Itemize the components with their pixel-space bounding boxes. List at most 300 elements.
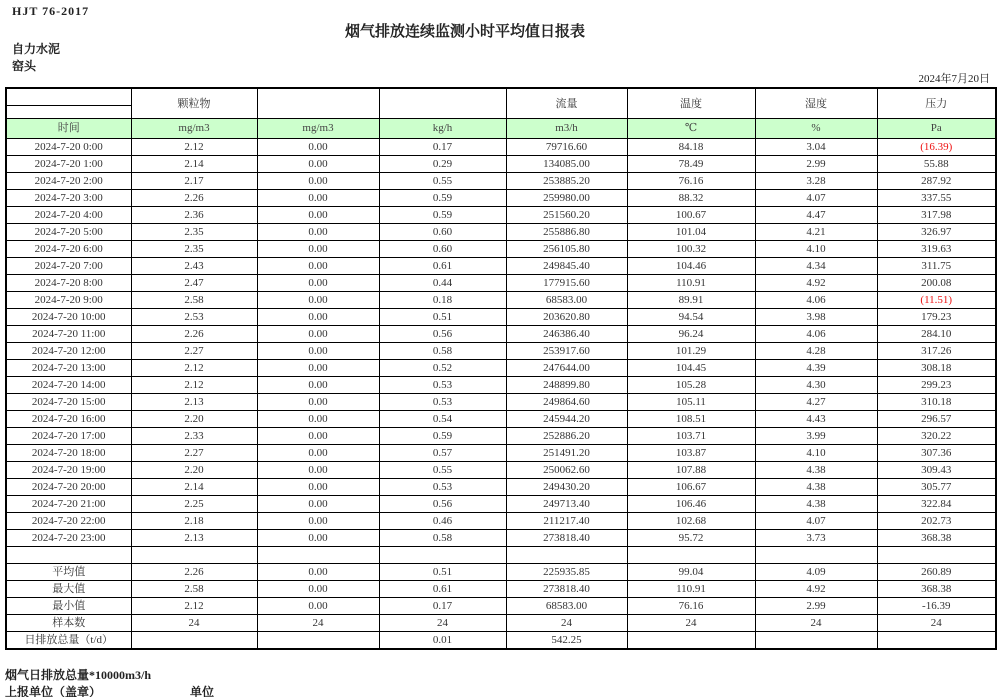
value-cell: 2.14 xyxy=(131,479,257,496)
value-cell: 0.53 xyxy=(379,377,506,394)
value-cell: 0.18 xyxy=(379,292,506,309)
value-cell: 203620.80 xyxy=(506,309,627,326)
value-cell: 0.00 xyxy=(257,411,379,428)
value-cell: 308.18 xyxy=(877,360,996,377)
units-humidity: % xyxy=(755,119,877,139)
value-cell xyxy=(755,632,877,650)
value-cell: 0.00 xyxy=(257,207,379,224)
value-cell: 4.92 xyxy=(755,581,877,598)
value-cell: 4.21 xyxy=(755,224,877,241)
units-time-label: 时间 xyxy=(6,119,131,139)
value-cell xyxy=(131,632,257,650)
value-cell xyxy=(379,547,506,564)
value-cell: 273818.40 xyxy=(506,530,627,547)
value-cell: 2.47 xyxy=(131,275,257,292)
monitoring-table xyxy=(5,87,997,650)
value-cell: 247644.00 xyxy=(506,360,627,377)
value-cell: 2.12 xyxy=(131,139,257,156)
value-cell: 105.11 xyxy=(627,394,755,411)
units-col3: mg/m3 xyxy=(257,119,379,139)
value-cell: 89.91 xyxy=(627,292,755,309)
value-cell xyxy=(755,547,877,564)
value-cell: 326.97 xyxy=(877,224,996,241)
value-cell: 249864.60 xyxy=(506,394,627,411)
row-label-cell: 2024-7-20 6:00 xyxy=(6,241,131,258)
value-cell: 251560.20 xyxy=(506,207,627,224)
table-row xyxy=(6,292,996,309)
table-row xyxy=(6,615,996,632)
value-cell: 2.35 xyxy=(131,224,257,241)
value-cell: 104.46 xyxy=(627,258,755,275)
value-cell: 0.00 xyxy=(257,462,379,479)
value-cell: 0.53 xyxy=(379,479,506,496)
value-cell: 0.00 xyxy=(257,360,379,377)
value-cell: 2.12 xyxy=(131,360,257,377)
value-cell: 2.26 xyxy=(131,190,257,207)
value-cell: 250062.60 xyxy=(506,462,627,479)
value-cell: 2.25 xyxy=(131,496,257,513)
value-cell: 0.52 xyxy=(379,360,506,377)
value-cell: 251491.20 xyxy=(506,445,627,462)
row-label-cell: 2024-7-20 7:00 xyxy=(6,258,131,275)
value-cell: 106.67 xyxy=(627,479,755,496)
value-cell: 253885.20 xyxy=(506,173,627,190)
value-cell: 0.56 xyxy=(379,496,506,513)
row-label-cell: 2024-7-20 4:00 xyxy=(6,207,131,224)
value-cell: 78.49 xyxy=(627,156,755,173)
value-cell: 3.73 xyxy=(755,530,877,547)
value-cell: 0.00 xyxy=(257,394,379,411)
value-cell: 299.23 xyxy=(877,377,996,394)
header-time-top-cell xyxy=(6,88,131,106)
value-cell xyxy=(877,547,996,564)
value-cell: 309.43 xyxy=(877,462,996,479)
table-row xyxy=(6,156,996,173)
row-label-cell: 2024-7-20 0:00 xyxy=(6,139,131,156)
header-blank-col4 xyxy=(379,88,506,119)
value-cell: 0.55 xyxy=(379,462,506,479)
value-cell: 4.39 xyxy=(755,360,877,377)
value-cell: 542.25 xyxy=(506,632,627,650)
row-label-cell: 2024-7-20 20:00 xyxy=(6,479,131,496)
value-cell: 3.99 xyxy=(755,428,877,445)
value-cell: 4.09 xyxy=(755,564,877,581)
value-cell: 0.01 xyxy=(379,632,506,650)
value-cell xyxy=(627,547,755,564)
value-cell: 246386.40 xyxy=(506,326,627,343)
value-cell xyxy=(877,632,996,650)
value-cell: 0.60 xyxy=(379,241,506,258)
row-label-cell: 平均值 xyxy=(6,564,131,581)
row-label-cell: 2024-7-20 12:00 xyxy=(6,343,131,360)
value-cell: 2.33 xyxy=(131,428,257,445)
company-name: 自力水泥 xyxy=(12,42,61,56)
value-cell: 0.54 xyxy=(379,411,506,428)
value-cell: 0.59 xyxy=(379,428,506,445)
table-row xyxy=(6,513,996,530)
value-cell: 3.28 xyxy=(755,173,877,190)
value-cell: 0.00 xyxy=(257,258,379,275)
value-cell: 2.99 xyxy=(755,598,877,615)
units-temperature: ℃ xyxy=(627,119,755,139)
value-cell: 76.16 xyxy=(627,173,755,190)
value-cell: 2.35 xyxy=(131,241,257,258)
value-cell: 0.00 xyxy=(257,275,379,292)
value-cell: 100.32 xyxy=(627,241,755,258)
value-cell: 252886.20 xyxy=(506,428,627,445)
value-cell: 134085.00 xyxy=(506,156,627,173)
table-row xyxy=(6,343,996,360)
header-particulate: 颗粒物 xyxy=(131,88,257,119)
units-col4: kg/h xyxy=(379,119,506,139)
value-cell: 96.24 xyxy=(627,326,755,343)
row-label-cell: 2024-7-20 15:00 xyxy=(6,394,131,411)
row-label-cell: 2024-7-20 5:00 xyxy=(6,224,131,241)
table-row xyxy=(6,496,996,513)
footer-report-unit: 上报单位（盖章） xyxy=(5,685,102,697)
row-label-cell: 2024-7-20 17:00 xyxy=(6,428,131,445)
table-row xyxy=(6,377,996,394)
row-label-cell: 样本数 xyxy=(6,615,131,632)
value-cell: 2.12 xyxy=(131,598,257,615)
value-cell: 0.00 xyxy=(257,479,379,496)
value-cell: 0.53 xyxy=(379,394,506,411)
value-cell: 296.57 xyxy=(877,411,996,428)
row-label-cell: 2024-7-20 23:00 xyxy=(6,530,131,547)
value-cell: 337.55 xyxy=(877,190,996,207)
row-label-cell: 2024-7-20 19:00 xyxy=(6,462,131,479)
value-cell: 4.38 xyxy=(755,462,877,479)
value-cell: 225935.85 xyxy=(506,564,627,581)
value-cell: 102.68 xyxy=(627,513,755,530)
value-cell: 0.00 xyxy=(257,292,379,309)
value-cell: 2.26 xyxy=(131,564,257,581)
value-cell: 245944.20 xyxy=(506,411,627,428)
value-cell: 0.00 xyxy=(257,139,379,156)
row-label-cell xyxy=(6,547,131,564)
value-cell: 4.92 xyxy=(755,275,877,292)
value-cell: 0.00 xyxy=(257,496,379,513)
value-cell: 2.13 xyxy=(131,394,257,411)
value-cell: 24 xyxy=(755,615,877,632)
value-cell: 256105.80 xyxy=(506,241,627,258)
value-cell: 0.61 xyxy=(379,581,506,598)
table-row xyxy=(6,394,996,411)
value-cell: (16.39) xyxy=(877,139,996,156)
value-cell: 104.45 xyxy=(627,360,755,377)
table-row xyxy=(6,445,996,462)
table-row xyxy=(6,173,996,190)
value-cell: 2.27 xyxy=(131,343,257,360)
table-body xyxy=(6,139,996,650)
value-cell: 4.43 xyxy=(755,411,877,428)
value-cell: 368.38 xyxy=(877,581,996,598)
value-cell: 0.17 xyxy=(379,139,506,156)
value-cell: 24 xyxy=(877,615,996,632)
table-row xyxy=(6,241,996,258)
value-cell: 2.26 xyxy=(131,326,257,343)
value-cell: 94.54 xyxy=(627,309,755,326)
value-cell: 310.18 xyxy=(877,394,996,411)
value-cell: 4.10 xyxy=(755,445,877,462)
value-cell xyxy=(131,547,257,564)
row-label-cell: 2024-7-20 2:00 xyxy=(6,173,131,190)
value-cell: 311.75 xyxy=(877,258,996,275)
value-cell: 0.58 xyxy=(379,530,506,547)
table-row xyxy=(6,462,996,479)
units-flow: m3/h xyxy=(506,119,627,139)
table-row xyxy=(6,275,996,292)
value-cell: 0.00 xyxy=(257,428,379,445)
value-cell: 24 xyxy=(257,615,379,632)
units-row xyxy=(6,119,996,139)
value-cell: 84.18 xyxy=(627,139,755,156)
row-label-cell: 2024-7-20 22:00 xyxy=(6,513,131,530)
row-label-cell: 2024-7-20 21:00 xyxy=(6,496,131,513)
table-row xyxy=(6,547,996,564)
value-cell: 317.26 xyxy=(877,343,996,360)
value-cell: 2.27 xyxy=(131,445,257,462)
value-cell: 284.10 xyxy=(877,326,996,343)
row-label-cell: 2024-7-20 18:00 xyxy=(6,445,131,462)
row-label-cell: 2024-7-20 16:00 xyxy=(6,411,131,428)
value-cell: 0.46 xyxy=(379,513,506,530)
value-cell: 2.14 xyxy=(131,156,257,173)
page-title: 烟气排放连续监测小时平均值日报表 xyxy=(344,24,585,40)
value-cell: 320.22 xyxy=(877,428,996,445)
row-label-cell: 2024-7-20 14:00 xyxy=(6,377,131,394)
table-row xyxy=(6,411,996,428)
value-cell: 4.10 xyxy=(755,241,877,258)
standard-code: HJT 76-2017 xyxy=(12,4,90,18)
value-cell xyxy=(257,632,379,650)
value-cell: 253917.60 xyxy=(506,343,627,360)
value-cell: 106.46 xyxy=(627,496,755,513)
value-cell: 4.07 xyxy=(755,190,877,207)
value-cell xyxy=(627,632,755,650)
value-cell: 368.38 xyxy=(877,530,996,547)
value-cell: 0.58 xyxy=(379,343,506,360)
table-row xyxy=(6,581,996,598)
value-cell: 3.04 xyxy=(755,139,877,156)
row-label-cell: 2024-7-20 10:00 xyxy=(6,309,131,326)
value-cell: 110.91 xyxy=(627,275,755,292)
value-cell: 305.77 xyxy=(877,479,996,496)
value-cell: 2.18 xyxy=(131,513,257,530)
value-cell: 249845.40 xyxy=(506,258,627,275)
value-cell: 24 xyxy=(131,615,257,632)
value-cell: 249713.40 xyxy=(506,496,627,513)
header-flow: 流量 xyxy=(506,88,627,119)
row-label-cell: 2024-7-20 9:00 xyxy=(6,292,131,309)
value-cell: 0.17 xyxy=(379,598,506,615)
value-cell: 248899.80 xyxy=(506,377,627,394)
row-label-cell: 最小值 xyxy=(6,598,131,615)
value-cell: 2.53 xyxy=(131,309,257,326)
value-cell: 0.57 xyxy=(379,445,506,462)
value-cell: 319.63 xyxy=(877,241,996,258)
value-cell: 0.44 xyxy=(379,275,506,292)
value-cell: 0.59 xyxy=(379,207,506,224)
value-cell: 0.00 xyxy=(257,241,379,258)
value-cell: 4.06 xyxy=(755,326,877,343)
value-cell: 4.38 xyxy=(755,479,877,496)
header-blank-col3 xyxy=(257,88,379,119)
value-cell: -16.39 xyxy=(877,598,996,615)
value-cell: 4.47 xyxy=(755,207,877,224)
value-cell: 0.51 xyxy=(379,564,506,581)
value-cell: 307.36 xyxy=(877,445,996,462)
value-cell: 76.16 xyxy=(627,598,755,615)
table-row xyxy=(6,258,996,275)
header-group-row xyxy=(6,88,996,106)
header-humidity: 湿度 xyxy=(755,88,877,119)
value-cell: 0.00 xyxy=(257,224,379,241)
value-cell: 249430.20 xyxy=(506,479,627,496)
value-cell: 202.73 xyxy=(877,513,996,530)
table-header xyxy=(6,88,996,139)
value-cell: 0.56 xyxy=(379,326,506,343)
value-cell: 88.32 xyxy=(627,190,755,207)
value-cell: 100.67 xyxy=(627,207,755,224)
value-cell: 273818.40 xyxy=(506,581,627,598)
value-cell: 179.23 xyxy=(877,309,996,326)
value-cell: 4.27 xyxy=(755,394,877,411)
value-cell: 108.51 xyxy=(627,411,755,428)
value-cell: 2.20 xyxy=(131,462,257,479)
row-label-cell: 2024-7-20 1:00 xyxy=(6,156,131,173)
row-label-cell: 2024-7-20 8:00 xyxy=(6,275,131,292)
value-cell: 287.92 xyxy=(877,173,996,190)
value-cell: 0.00 xyxy=(257,530,379,547)
value-cell: 103.71 xyxy=(627,428,755,445)
value-cell: 0.00 xyxy=(257,190,379,207)
value-cell: 99.04 xyxy=(627,564,755,581)
row-label-cell: 2024-7-20 11:00 xyxy=(6,326,131,343)
value-cell: 0.00 xyxy=(257,513,379,530)
value-cell: 101.29 xyxy=(627,343,755,360)
value-cell: 0.00 xyxy=(257,173,379,190)
value-cell: 4.30 xyxy=(755,377,877,394)
value-cell: 0.00 xyxy=(257,564,379,581)
value-cell xyxy=(506,547,627,564)
table-row xyxy=(6,190,996,207)
value-cell: 0.00 xyxy=(257,156,379,173)
value-cell: 4.28 xyxy=(755,343,877,360)
value-cell: 0.60 xyxy=(379,224,506,241)
value-cell: 200.08 xyxy=(877,275,996,292)
value-cell: 95.72 xyxy=(627,530,755,547)
value-cell: 107.88 xyxy=(627,462,755,479)
units-pressure: Pa xyxy=(877,119,996,139)
value-cell: 103.87 xyxy=(627,445,755,462)
value-cell: 3.98 xyxy=(755,309,877,326)
value-cell: 0.00 xyxy=(257,326,379,343)
value-cell: 2.99 xyxy=(755,156,877,173)
header-temperature: 温度 xyxy=(627,88,755,119)
value-cell: 0.29 xyxy=(379,156,506,173)
value-cell: 24 xyxy=(627,615,755,632)
table-row xyxy=(6,309,996,326)
value-cell: 2.43 xyxy=(131,258,257,275)
value-cell: 259980.00 xyxy=(506,190,627,207)
value-cell: 110.91 xyxy=(627,581,755,598)
value-cell: 177915.60 xyxy=(506,275,627,292)
value-cell: 68583.00 xyxy=(506,598,627,615)
value-cell: 4.06 xyxy=(755,292,877,309)
units-particulate: mg/m3 xyxy=(131,119,257,139)
table-row xyxy=(6,479,996,496)
table-row xyxy=(6,360,996,377)
value-cell xyxy=(257,547,379,564)
value-cell: 55.88 xyxy=(877,156,996,173)
value-cell: 2.58 xyxy=(131,292,257,309)
report-date: 2024年7月20日 xyxy=(918,73,990,85)
monitoring-point-name: 窑头 xyxy=(12,59,37,73)
value-cell: 322.84 xyxy=(877,496,996,513)
value-cell: 2.17 xyxy=(131,173,257,190)
table-row xyxy=(6,598,996,615)
value-cell: 0.59 xyxy=(379,190,506,207)
value-cell: 4.07 xyxy=(755,513,877,530)
value-cell: 4.38 xyxy=(755,496,877,513)
value-cell: 0.00 xyxy=(257,598,379,615)
value-cell: 2.58 xyxy=(131,581,257,598)
value-cell: 0.51 xyxy=(379,309,506,326)
value-cell: 211217.40 xyxy=(506,513,627,530)
table-row xyxy=(6,530,996,547)
row-label-cell: 日排放总量（t/d） xyxy=(6,632,131,650)
value-cell: 2.36 xyxy=(131,207,257,224)
value-cell: 24 xyxy=(379,615,506,632)
value-cell: 255886.80 xyxy=(506,224,627,241)
row-label-cell: 2024-7-20 3:00 xyxy=(6,190,131,207)
value-cell: 2.13 xyxy=(131,530,257,547)
row-label-cell: 2024-7-20 13:00 xyxy=(6,360,131,377)
table-row xyxy=(6,207,996,224)
value-cell: 79716.60 xyxy=(506,139,627,156)
value-cell: 0.00 xyxy=(257,445,379,462)
value-cell: 24 xyxy=(506,615,627,632)
value-cell: 0.00 xyxy=(257,309,379,326)
header-pressure: 压力 xyxy=(877,88,996,119)
value-cell: 260.89 xyxy=(877,564,996,581)
value-cell: 101.04 xyxy=(627,224,755,241)
value-cell: 317.98 xyxy=(877,207,996,224)
value-cell: 2.12 xyxy=(131,377,257,394)
table-row xyxy=(6,564,996,581)
value-cell: 2.20 xyxy=(131,411,257,428)
table-row xyxy=(6,632,996,650)
table-row xyxy=(6,326,996,343)
table-row xyxy=(6,139,996,156)
value-cell: 68583.00 xyxy=(506,292,627,309)
footer-unit-label: 单位 xyxy=(190,685,215,697)
value-cell: 0.00 xyxy=(257,377,379,394)
value-cell: (11.51) xyxy=(877,292,996,309)
value-cell: 0.00 xyxy=(257,343,379,360)
value-cell: 0.00 xyxy=(257,581,379,598)
row-label-cell: 最大值 xyxy=(6,581,131,598)
table-row xyxy=(6,224,996,241)
value-cell: 105.28 xyxy=(627,377,755,394)
header-time-bottom-cell xyxy=(6,106,131,119)
table-row xyxy=(6,428,996,445)
value-cell: 0.61 xyxy=(379,258,506,275)
value-cell: 0.55 xyxy=(379,173,506,190)
footer-note: 烟气日排放总量*10000m3/h xyxy=(5,668,152,682)
value-cell: 4.34 xyxy=(755,258,877,275)
